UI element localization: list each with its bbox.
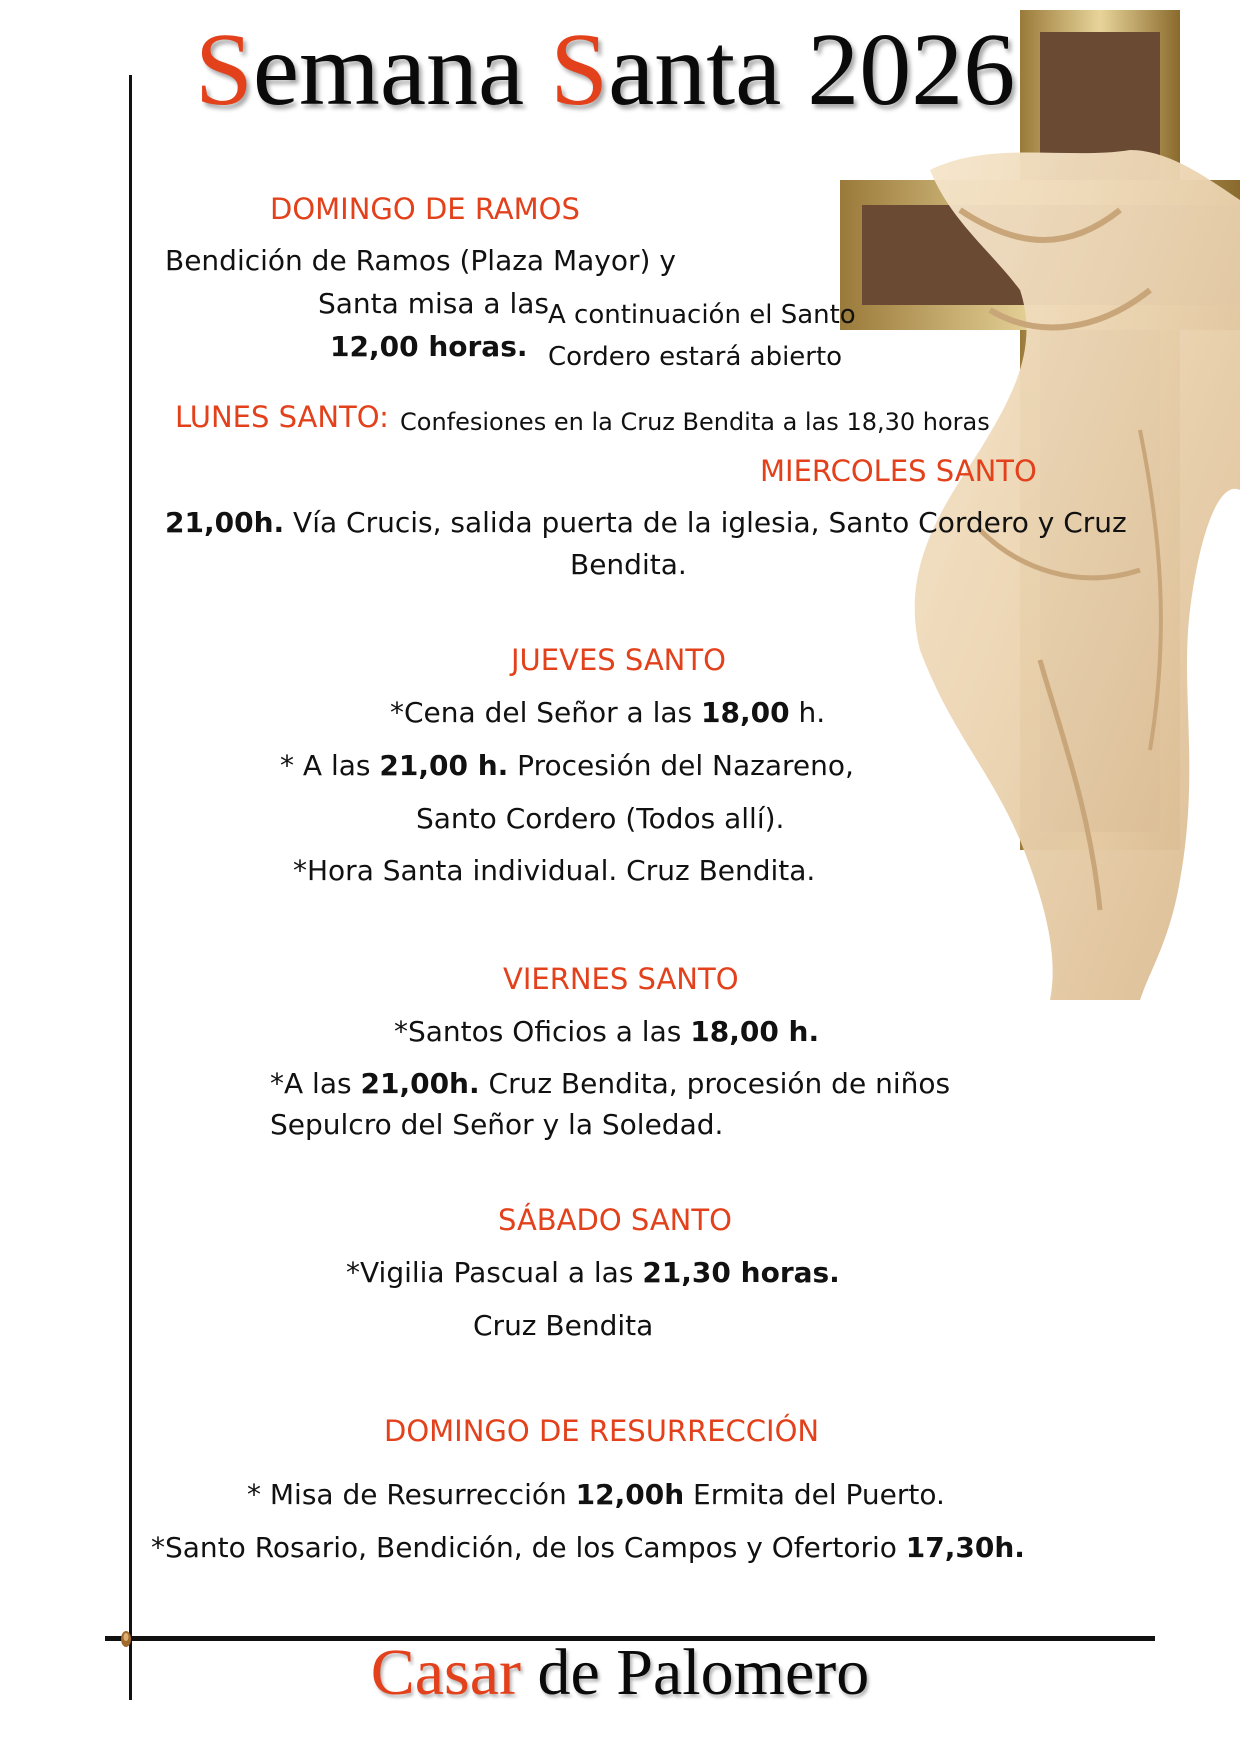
resurreccion-l1-post: Ermita del Puerto. bbox=[684, 1478, 945, 1511]
resurreccion-line-1 bbox=[247, 1478, 945, 1511]
sabado-l1-time: 21,30 horas. bbox=[642, 1256, 840, 1289]
sabado-line-2: Cruz Bendita bbox=[473, 1309, 654, 1342]
heading-viernes-santo: VIERNES SANTO bbox=[503, 962, 739, 996]
sabado-line-1 bbox=[346, 1256, 840, 1289]
ramos-note-1: A continuación el Santo bbox=[548, 300, 856, 330]
resurreccion-l2-time: 17,30h. bbox=[905, 1531, 1025, 1564]
jueves-line-2 bbox=[280, 749, 854, 782]
miercoles-time: 21,00h. bbox=[165, 506, 285, 539]
sabado-l1-text: *Vigilia Pascual a las bbox=[346, 1256, 643, 1289]
title-initial-s2: S bbox=[550, 12, 609, 127]
resurreccion-l2-text: *Santo Rosario, Bendición, de los Campos y Ofertorio bbox=[151, 1531, 906, 1564]
viernes-l1-time: 18,00 h. bbox=[690, 1015, 820, 1048]
jueves-l1-time: 18,00 bbox=[701, 696, 790, 729]
cross-icon bbox=[840, 10, 1240, 1000]
title-text-2: anta 2026 bbox=[608, 12, 1016, 127]
miercoles-line-1 bbox=[165, 506, 1127, 539]
jueves-line-1 bbox=[390, 696, 825, 729]
viernes-l2-post: Cruz Bendita, procesión de niños bbox=[479, 1067, 951, 1100]
viernes-line-1 bbox=[394, 1015, 819, 1048]
heading-miercoles-santo: MIERCOLES SANTO bbox=[760, 454, 1037, 488]
jueves-l2-text: * A las bbox=[280, 749, 380, 782]
ramos-time: 12,00 horas. bbox=[330, 330, 528, 363]
ramos-line-1: Bendición de Ramos (Plaza Mayor) y bbox=[165, 244, 676, 277]
ramos-line-2: Santa misa a las bbox=[318, 287, 549, 320]
footer-casar: Casar bbox=[370, 1636, 522, 1709]
heading-lunes-santo: LUNES SANTO: bbox=[175, 400, 389, 434]
resurreccion-l1-text: * Misa de Resurrección bbox=[247, 1478, 576, 1511]
viernes-l2-text: *A las bbox=[270, 1067, 361, 1100]
heading-jueves-santo: JUEVES SANTO bbox=[511, 643, 726, 677]
resurreccion-l1-time: 12,00h bbox=[575, 1478, 685, 1511]
jueves-l2-time: 21,00 h. bbox=[379, 749, 509, 782]
heading-sabado-santo: SÁBADO SANTO bbox=[498, 1203, 732, 1237]
resurreccion-line-2 bbox=[151, 1531, 1025, 1564]
viernes-l2-time: 21,00h. bbox=[360, 1067, 480, 1100]
ramos-note-2: Cordero estará abierto bbox=[548, 342, 843, 372]
heading-domingo-ramos: DOMINGO DE RAMOS bbox=[270, 192, 580, 226]
jueves-line-4: *Hora Santa individual. Cruz Bendita. bbox=[293, 854, 816, 887]
viernes-line-3: Sepulcro del Señor y la Soledad. bbox=[270, 1108, 724, 1141]
miercoles-text: Vía Crucis, salida puerta de la iglesia, Santo Cordero y Cruz bbox=[284, 506, 1127, 539]
vertical-rule bbox=[129, 75, 132, 1700]
footer-location bbox=[0, 1636, 1240, 1709]
jueves-l2-post: Procesión del Nazareno, bbox=[508, 749, 854, 782]
title-initial-s: S bbox=[195, 12, 253, 127]
miercoles-line-2: Bendita. bbox=[570, 548, 687, 581]
jueves-line-3: Santo Cordero (Todos allí). bbox=[416, 802, 785, 835]
heading-domingo-resurreccion: DOMINGO DE RESURRECCIÓN bbox=[384, 1414, 820, 1448]
page-title bbox=[195, 12, 1016, 127]
viernes-line-2 bbox=[270, 1067, 950, 1100]
jueves-l1-post: h. bbox=[789, 696, 826, 729]
lunes-text: Confesiones en la Cruz Bendita a las 18,30 horas bbox=[400, 408, 990, 436]
footer-palomero: de Palomero bbox=[521, 1636, 870, 1709]
jueves-l1-text: *Cena del Señor a las bbox=[390, 696, 702, 729]
title-text: emana bbox=[252, 12, 551, 127]
viernes-l1-text: *Santos Oficios a las bbox=[394, 1015, 691, 1048]
